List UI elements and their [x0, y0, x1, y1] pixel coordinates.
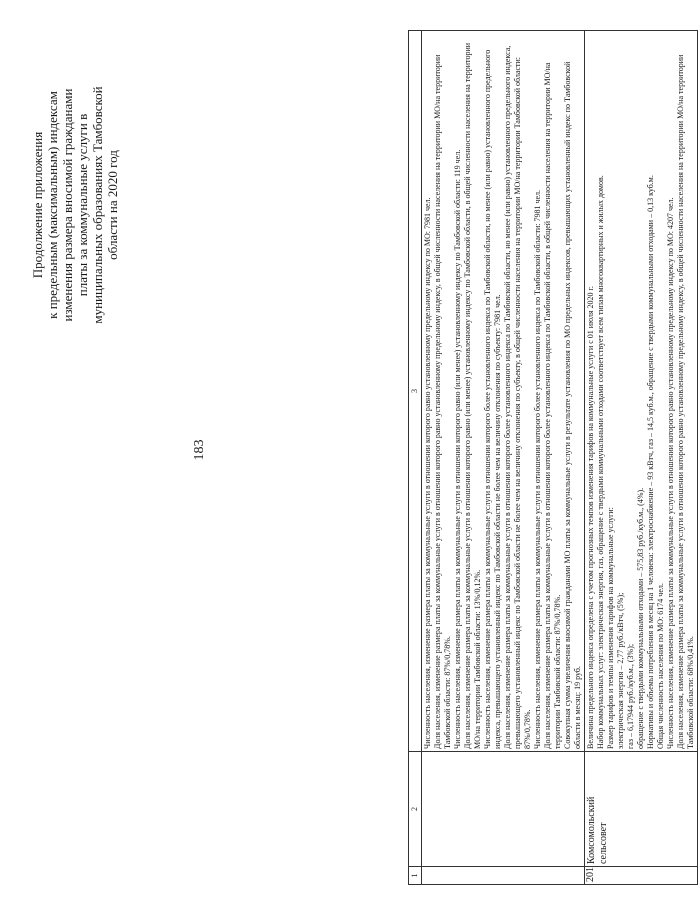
indices-table [408, 30, 698, 885]
content-line: Численность населения, изменение размера платы за коммунальные услуги в отношении которого равно установленному предельному индексу по МО: 7981 чел. [423, 197, 432, 749]
table-row [585, 31, 698, 885]
page-number: 183 [192, 439, 207, 461]
content-line: Доля населения, изменение размера платы за коммунальные услуги в отношении которого более установленного индекса по Тамбовской области, в общей численности населения на территории МО/на территории Тамбовской области: 87%/0,78%. [543, 62, 562, 749]
heading-line: изменения размера вносимой гражданами [60, 88, 75, 322]
row-content-cell [585, 31, 698, 752]
content-line: Численность населения, изменение размера платы за коммунальные услуги в отношении которого равно (или менее) установленному индексу по Тамбовской области: 119 чел. [453, 149, 462, 749]
heading-line: платы за коммунальные услуги в [75, 113, 90, 297]
content-line: Численность населения, изменение размера платы за коммунальные услуги в отношении которого равно установленному предельному индексу по МО: 4207 чел. [666, 197, 675, 749]
content-line: Доля населения, изменение размера платы за коммунальные услуги в отношении которого равно установленному предельному индексу, в общей численности населения на территории МО/на территории Тамбовской области: 87%/0,78%. [433, 54, 452, 749]
table-row [422, 31, 585, 885]
row-number-cell [422, 867, 585, 885]
content-line: Размер тарифов и темпы изменения тарифов на коммунальные услуги: [606, 507, 615, 749]
heading-line: Продолжение приложения [30, 131, 45, 279]
content-line: Общая численность населения по МО: 6174 чел. [656, 583, 665, 749]
column-number: 3 [409, 31, 422, 752]
content-line: Набор коммунальных услуг: электрическая энергия, газ, обращение с твердыми коммунальными отходами соответствует всем типам многоквартирных и жилых домов. [596, 175, 605, 749]
content-line: газ – 6,17944 руб./куб.м., (3%); [626, 643, 635, 749]
column-number-row [409, 31, 422, 885]
heading-line: к предельным (максимальным) индексам [45, 91, 60, 319]
row-name-cell [422, 752, 585, 867]
municipality-name: Комсомольский сельсовет [585, 752, 698, 867]
content-line: Доля населения, изменение размера платы за коммунальные услуги в отношении которого равно (или менее) установленному индексу по Тамбовской области, в общей численности населения на территории МО/на территории Тамбовской области: 13%/0,12%. [463, 42, 482, 749]
content-line: Численность населения, изменение размера платы за коммунальные услуги в отношении которого более установленного индекса по Тамбовской области: 7981 чел. [533, 189, 542, 749]
column-number: 2 [409, 752, 422, 867]
content-line: Численность населения, изменение размера платы за коммунальные услуги в отношении которого более установленного индекса по Тамбовской области, но менее (или равно) установленного предельного индекса, превышающего установленный индекс по Тамбовской области не более чем на величину отклонения по субъекту: 7981 чел. [483, 49, 502, 749]
content-line: обращение с твердыми коммунальными отходами – 575,83 руб./куб.м., (4%). [636, 487, 645, 749]
heading-line: муниципальных образованиях Тамбовской [90, 86, 105, 324]
content-line: Величина предельного индекса определена с учетом прогнозных темпов изменения тарифов на коммунальные услуги с 01 июля 2020 г. [586, 286, 595, 749]
heading-line: области на 2020 год [105, 150, 120, 260]
column-number: 1 [409, 867, 422, 885]
row-number: 201 [585, 867, 698, 885]
row-content-cell [422, 31, 585, 752]
content-line: электрическая энергия – 2,77 руб./кВтч, (5%); [616, 592, 625, 749]
content-line: Доля населения, изменение размера платы за коммунальные услуги в отношении которого равно установленному предельному индексу, в общей численности населения на территории МО/на территории Тамбовской области: 68%/0,41%. [676, 54, 695, 749]
content-line: Совокупная сумма увеличения вносимой гражданами МО платы за коммунальные услуги в результате установления по МО предельных индексов, превышающих установленный индекс по Тамбовской области в месяц: 19 руб. [563, 61, 582, 749]
appendix-heading [30, 55, 120, 355]
content-line: Нормативы и объемы потребления в месяц на 1 человека: электроснабжение – 93 кВтч, газ – 14,5 куб.м., обращение с твердыми коммунальными отходами – 0,13 куб.м. [646, 175, 655, 749]
rotated-content [20, 15, 695, 885]
content-line: Доля населения, изменение размера платы за коммунальные услуги в отношении которого более установленного индекса по Тамбовской области, но менее (или равно) установленного предельного индекса, превышающего установленный индекс по Тамбовской области не более чем на величину отклонения по субъекту, в общей численности населения на территории МО/на территории Тамбовской области: 87%/0,78%. [503, 45, 532, 749]
